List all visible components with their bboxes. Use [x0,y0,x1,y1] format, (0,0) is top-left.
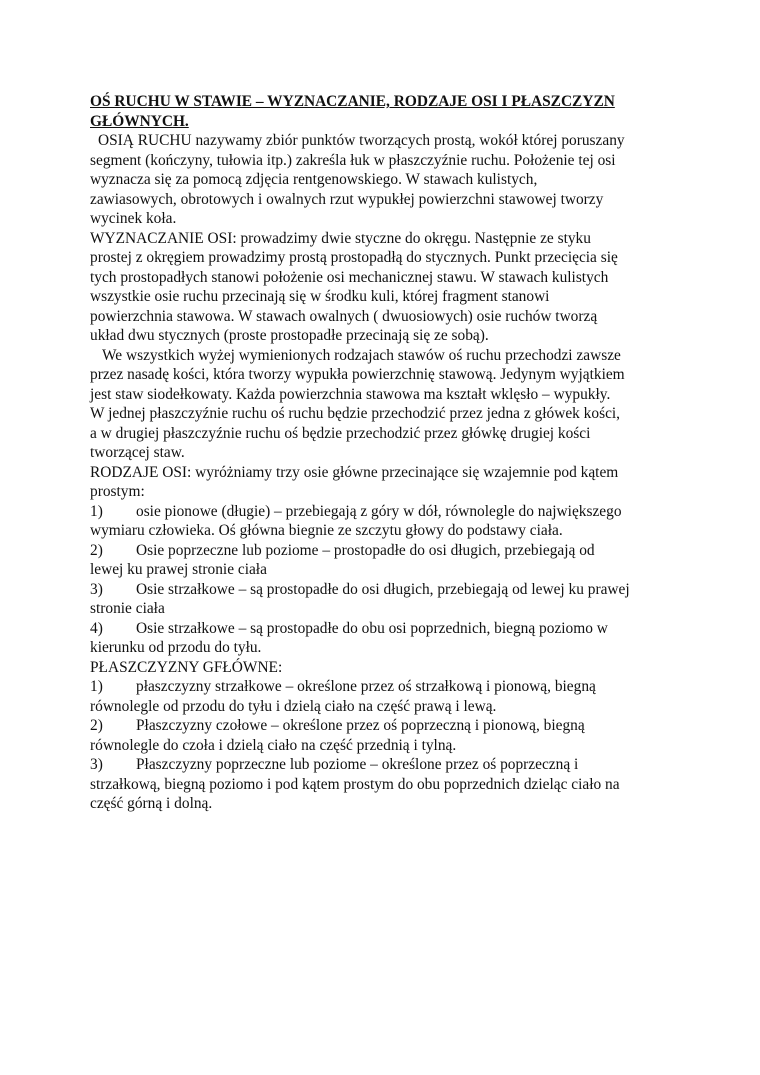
line-text: płaszczyzny strzałkowe – określone przez oś strzałkową i pionową, biegną [136,678,596,695]
line-text: tworzącej staw. [90,444,185,461]
list-number: 4) [90,619,103,637]
document-text-line [90,424,680,444]
document-text-line [90,521,680,541]
document-text-line [90,287,680,307]
document-text-line [90,268,680,288]
document-text-line [90,190,680,210]
line-text: osie pionowe (długie) – przebiegają z góry w dół, równolegle do największego [136,502,622,520]
document-title-line-2: GŁÓWNYCH. [90,112,189,130]
document-text-line [90,794,680,814]
document-text-line [90,385,680,405]
line-text: równolegle od przodu do tyłu i dzielą ciało na część prawą i lewą. [90,697,497,715]
document-text-line [90,677,680,697]
document-text-line [90,658,680,678]
document-text-line [90,229,680,249]
line-text: RODZAJE OSI: wyróżniamy trzy osie główne przecinające się wzajemnie pod kątem [90,463,619,481]
document-text-line [90,307,680,327]
line-text: prostej z okręgiem prowadzimy prostą prostopadłą do stycznych. Punkt przecięcia się [90,249,618,266]
document-text-line [90,326,680,346]
line-text: lewej ku prawej stronie ciała [90,561,267,578]
document-text-line [90,638,680,658]
line-text: PŁASZCZYZNY GFŁÓWNE: [90,658,283,676]
line-text: WYZNACZANIE OSI: prowadzimy dwie styczne do okręgu. Następnie ze styku [90,229,591,247]
line-text: wszystkie osie ruchu przecinają się w środku kuli, której fragment stanowi [90,288,550,305]
list-number: 2) [90,541,103,559]
list-number: 3) [90,580,103,598]
line-text: segment (kończyny, tułowia itp.) zakreśla łuk w płaszczyźnie ruchu. Położenie tej osi [90,151,616,169]
line-text: równolegle do czoła i dzielą ciało na część przednią i tylną. [90,736,457,754]
line-text: OSIĄ RUCHU nazywamy zbiór punktów tworzących prostą, wokół której poruszany [98,132,625,149]
document-text-line [90,151,680,171]
line-text: część górną i dolną. [90,795,213,812]
document-text-line [90,580,680,600]
line-text: kierunku od przodu do tyłu. [90,639,262,656]
document-text-line [90,541,680,561]
list-number: 3) [90,756,103,773]
document-text-line [90,697,680,717]
line-text: powierzchnia stawowa. W stawach owalnych ( dwuosiowych) osie ruchów tworzą [90,307,598,325]
line-text: prostym: [90,483,145,500]
document-text-line [90,209,680,229]
line-text: zawiasowych, obrotowych i owalnych rzut wypukłej powierzchni stawowej tworzy [90,190,604,208]
document-text-line [90,755,680,775]
line-text: wymiaru człowieka. Oś główna biegnie ze szczytu głowy do podstawy ciała. [90,522,563,539]
line-text: strzałkową, biegną poziomo i pod kątem prostym do obu poprzednich dzieląc ciało na [90,775,620,793]
document-text-lines [90,131,680,814]
line-text: tych prostopadłych stanowi położenie osi mechanicznej stawu. W stawach kulistych [90,268,609,286]
document-text-line [90,502,680,522]
document-title-line-1: OŚ RUCHU W STAWIE – WYZNACZANIE, RODZAJE OSI I PŁASZCZYZN [90,93,615,110]
document-body [90,92,680,814]
line-text: We wszystkich wyżej wymienionych rodzajach stawów oś ruchu przechodzi zawsze [102,346,621,364]
line-text: Płaszczyzny poprzeczne lub poziome – określone przez oś poprzeczną i [136,756,579,773]
document-text-line [90,775,680,795]
list-number: 1) [90,502,103,520]
document-text-line [90,463,680,483]
document-text-line [90,170,680,190]
document-text-line [90,443,680,463]
line-text: stronie ciała [90,600,165,617]
document-text-line [90,482,680,502]
line-text: Płaszczyzny czołowe – określone przez oś poprzeczną i pionową, biegną [136,717,585,734]
line-text: W jednej płaszczyźnie ruchu oś ruchu będzie przechodzić przez jedna z główek kości, [90,405,621,422]
document-text-line [90,599,680,619]
list-number: 2) [90,717,103,734]
line-text: wyznacza się za pomocą zdjęcia rentgenowskiego. W stawach kulistych, [90,171,538,188]
line-text: a w drugiej płaszczyźnie ruchu oś będzie przechodzić przez główkę drugiej kości [90,424,591,442]
document-text-line [90,131,680,151]
line-text: jest staw siodełkowaty. Każda powierzchnia stawowa ma kształt wklęsło – wypukły. [90,385,611,403]
line-text: wycinek koła. [90,210,177,227]
line-text: Osie poprzeczne lub poziome – prostopadłe do osi długich, przebiegają od [136,541,595,559]
document-text-line [90,560,680,580]
document-text-line [90,346,680,366]
document-text-line [90,404,680,424]
line-text: Osie strzałkowe – są prostopadłe do obu osi poprzednich, biegną poziomo w [136,619,608,637]
line-text: przez nasadę kości, która tworzy wypukła powierzchnię stawową. Jedynym wyjątkiem [90,366,625,383]
line-text: Osie strzałkowe – są prostopadłe do osi długich, przebiegają od lewej ku prawej [136,580,630,598]
list-number: 1) [90,678,103,695]
document-text-line [90,716,680,736]
document-text-line [90,736,680,756]
document-text-line [90,365,680,385]
document-text-line [90,619,680,639]
document-text-line [90,248,680,268]
line-text: układ dwu stycznych (proste prostopadłe przecinają się ze sobą). [90,327,489,344]
